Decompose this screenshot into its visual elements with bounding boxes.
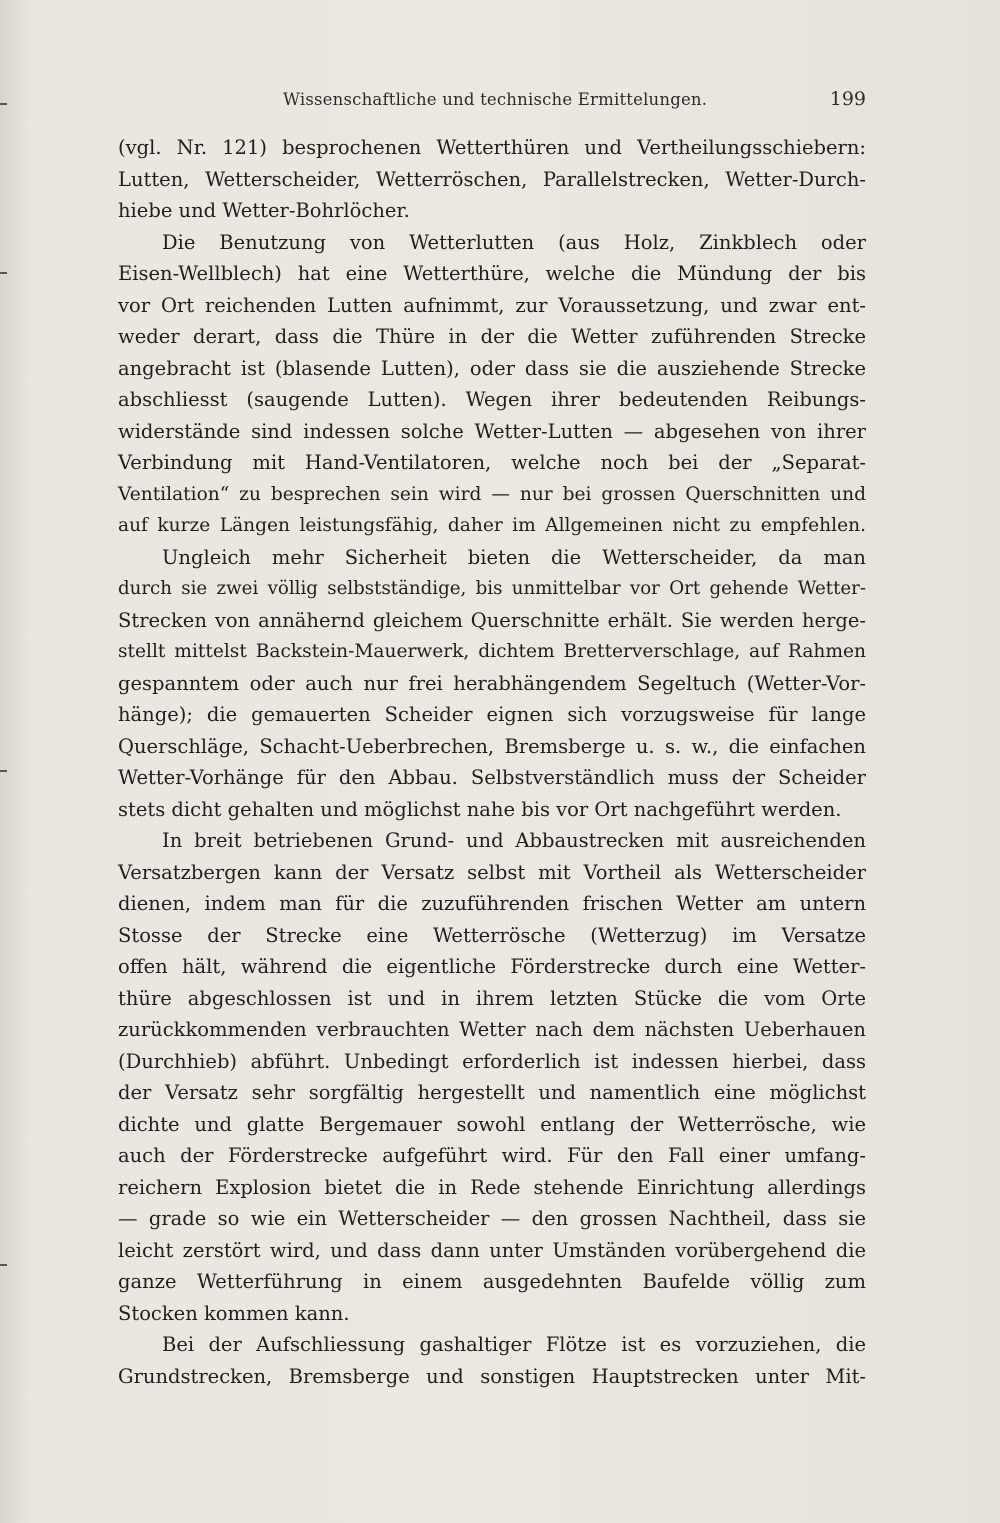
text-line: stets dicht gehalten und möglichst nahe bis vor Ort nachgeführt werden. [118, 797, 842, 821]
page-edge-mark [0, 103, 7, 105]
text-line: Verbindung mit Hand-Ventilatoren, welche noch bei der „Separat- [118, 451, 866, 474]
page-edge-mark [0, 770, 7, 772]
text-line: Grundstrecken, Bremsberge und sonstigen Hauptstrecken unter Mit- [118, 1364, 866, 1388]
paragraph [118, 132, 866, 227]
text-line: Die Benutzung von Wetterlutten (aus Holz, Zinkblech oder [162, 230, 866, 254]
page-number: 199 [829, 88, 866, 110]
text-line: widerstände sind indessen solche Wetter-Lutten — abgesehen von ihrer [118, 419, 866, 443]
text-line: — grade so wie ein Wetterscheider — den grossen Nachtheil, dass sie [118, 1207, 866, 1230]
text-line: Versatzbergen kann der Versatz selbst mit Vortheil als Wetterscheider [118, 860, 866, 884]
text-line: (Durchhieb) abführt. Unbedingt erforderlich ist indessen hierbei, dass [118, 1049, 866, 1073]
text-line: Querschläge, Schacht-Ueberbrechen, Bremsberge u. s. w., die einfachen [118, 734, 866, 758]
text-line: (vgl. Nr. 121) besprochenen Wetterthüren und Vertheilungsschiebern: [118, 136, 866, 159]
text-line: durch sie zwei völlig selbstständige, bis unmittelbar vor Ort gehende Wetter- [118, 578, 866, 599]
text-line: leicht zerstört wird, und dass dann unter Umständen vorübergehend die [118, 1238, 866, 1262]
text-line: dichte und glatte Bergemauer sowohl entlang der Wetterrösche, wie [118, 1112, 866, 1136]
paragraph [118, 825, 866, 1329]
page-edge-mark [0, 272, 7, 274]
body-text [118, 132, 866, 1392]
text-line: gespanntem oder auch nur frei herabhängendem Segeltuch (Wetter-Vor- [118, 671, 866, 695]
page-header [118, 88, 866, 114]
text-line: Stosse der Strecke eine Wetterrösche (Wetterzug) im Versatze [118, 923, 866, 947]
text-line: auf kurze Längen leistungsfähig, daher im Allgemeinen nicht zu empfehlen. [118, 515, 866, 536]
text-line: In breit betriebenen Grund- und Abbaustrecken mit ausreichenden [162, 829, 866, 852]
text-line: Ungleich mehr Sicherheit bieten die Wetterscheider, da man [162, 545, 866, 569]
text-line: der Versatz sehr sorgfältig hergestellt und namentlich eine möglichst [118, 1081, 866, 1104]
text-line: ganze Wetterführung in einem ausgedehnten Baufelde völlig zum [118, 1270, 866, 1293]
text-line: angebracht ist (blasende Lutten), oder dass sie die ausziehende Strecke [118, 356, 866, 380]
text-line: offen hält, während die eigentliche Förderstrecke durch eine Wetter- [118, 955, 866, 978]
text-line: Lutten, Wetterscheider, Wetterröschen, Parallelstrecken, Wetter-Durch- [118, 167, 866, 191]
text-line: Bei der Aufschliessung gashaltiger Flötze ist es vorzuziehen, die [162, 1333, 866, 1356]
text-line: vor Ort reichenden Lutten aufnimmt, zur Voraussetzung, und zwar ent- [118, 293, 866, 317]
text-line: Ventilation“ zu besprechen sein wird — nur bei grossen Querschnitten und [118, 483, 866, 505]
text-line: hänge); die gemauerten Scheider eignen sich vorzugsweise für lange [118, 703, 866, 726]
text-line: auch der Förderstrecke aufgeführt wird. Für den Fall einer umfang- [118, 1144, 866, 1167]
text-line: reichern Explosion bietet die in Rede stehende Einrichtung allerdings [118, 1175, 866, 1199]
running-head: Wissenschaftliche und technische Ermittelungen. [283, 90, 708, 109]
text-line: weder derart, dass die Thüre in der die Wetter zuführenden Strecke [118, 325, 866, 348]
paragraph [118, 542, 866, 826]
text-line: hiebe und Wetter-Bohrlöcher. [118, 199, 410, 222]
paragraph [118, 1329, 866, 1392]
text-line: stellt mittelst Backstein-Mauerwerk, dichtem Bretterverschlage, auf Rahmen [118, 641, 866, 662]
paragraph [118, 227, 866, 542]
text-line: Stocken kommen kann. [118, 1301, 350, 1325]
text-line: Eisen-Wellblech) hat eine Wetterthüre, welche die Mündung der bis [118, 262, 866, 285]
text-line: zurückkommenden verbrauchten Wetter nach dem nächsten Ueberhauen [118, 1018, 866, 1041]
text-line: thüre abgeschlossen ist und in ihrem letzten Stücke die vom Orte [118, 986, 866, 1010]
text-line: Wetter-Vorhänge für den Abbau. Selbstverständlich muss der Scheider [118, 766, 866, 789]
page-edge-mark [0, 1264, 7, 1266]
text-line: abschliesst (saugende Lutten). Wegen ihrer bedeutenden Reibungs- [118, 388, 866, 411]
text-line: Strecken von annähernd gleichem Querschnitte erhält. Sie werden herge- [118, 608, 866, 632]
text-line: dienen, indem man für die zuzuführenden frischen Wetter am untern [118, 892, 866, 915]
